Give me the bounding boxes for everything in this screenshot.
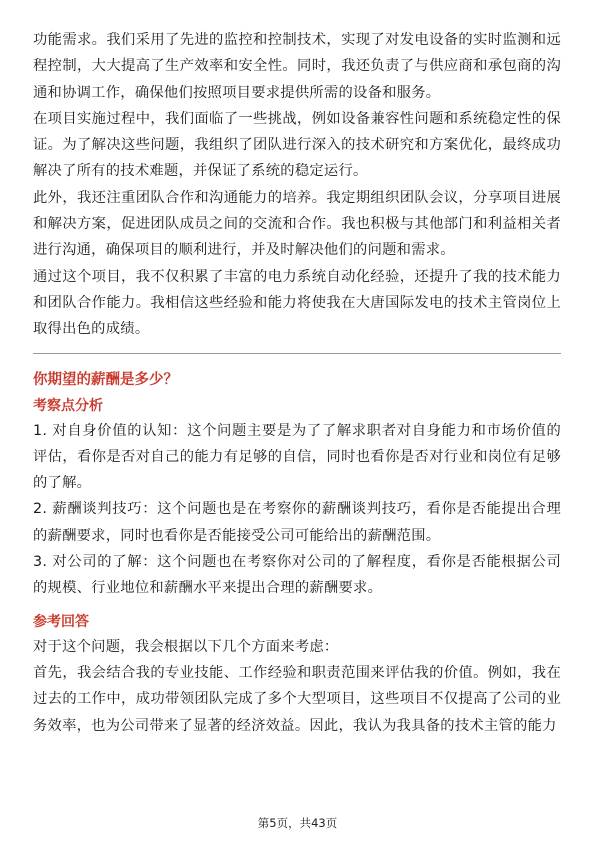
body-paragraph: 功能需求。我们采用了先进的监控和控制技术，实现了对发电设备的实时监测和远程控制，大大提高了生产效率和安全性。同时，我还负责了与供应商和承包商的沟通和协调工作，确保他们按照项目要求提供所需的设备和服务。 bbox=[33, 32, 561, 101]
spacer bbox=[33, 602, 561, 610]
page-number-footer: 第5页，共43页 bbox=[257, 816, 338, 830]
answer-title: 参考回答 bbox=[33, 613, 89, 630]
body-paragraph: 此外，我还注重团队合作和沟通能力的培养。我定期组织团队会议，分享项目进展和解决方案，促进团队成员之间的交流和合作。我也积极与其他部门和利益相关者进行沟通，确保项目的顺利进行，并及时解决他们的问题和需求。 bbox=[33, 189, 561, 259]
answer-paragraph: 首先，我会结合我的专业技能、工作经验和职责范围来评估我的价值。例如，我在过去的工作中，成功带领团队完成了多个大型项目，这些项目不仅提高了公司的业务效率，也为公司带来了显著的经济效益。因此，我认为我具备的技术主管的能力 bbox=[33, 664, 561, 734]
analysis-item: 3. 对公司的了解：这个问题也在考察你对公司的了解程度，看你是否能根据公司的规模、行业地位和薪酬水平来提出合理的薪酬要求。 bbox=[33, 554, 561, 597]
body-paragraph: 在项目实施过程中，我们面临了一些挑战，例如设备兼容性问题和系统稳定性的保证。为了解决这些问题，我组织了团队进行深入的技术研究和方案优化，最终成功解决了所有的技术难题，并保证了系统的稳定运行。 bbox=[33, 110, 561, 180]
analysis-item: 2. 薪酬谈判技巧：这个问题也是在考察你的薪酬谈判技巧，看你是否能提出合理的薪酬要求，同时也看你是否能接受公司可能给出的薪酬范围。 bbox=[33, 501, 561, 544]
analysis-item: 1. 对自身价值的认知：这个问题主要是为了了解求职者对自身能力和市场价值的评估，看你是否对自己的能力有足够的自信，同时也看你是否对行业和岗位有足够的了解。 bbox=[33, 422, 561, 492]
document-page bbox=[33, 27, 561, 739]
analysis-title: 考察点分析 bbox=[33, 397, 103, 414]
answer-paragraph: 对于这个问题，我会根据以下几个方面来考虑： bbox=[33, 638, 339, 655]
question-heading: 你期望的薪酬是多少？ bbox=[33, 371, 178, 388]
body-paragraph: 通过这个项目，我不仅积累了丰富的电力系统自动化经验，还提升了我的技术能力和团队合作能力。我相信这些经验和能力将使我在大唐国际发电的技术主管岗位上取得出色的成绩。 bbox=[33, 268, 561, 338]
section-divider bbox=[33, 353, 561, 354]
